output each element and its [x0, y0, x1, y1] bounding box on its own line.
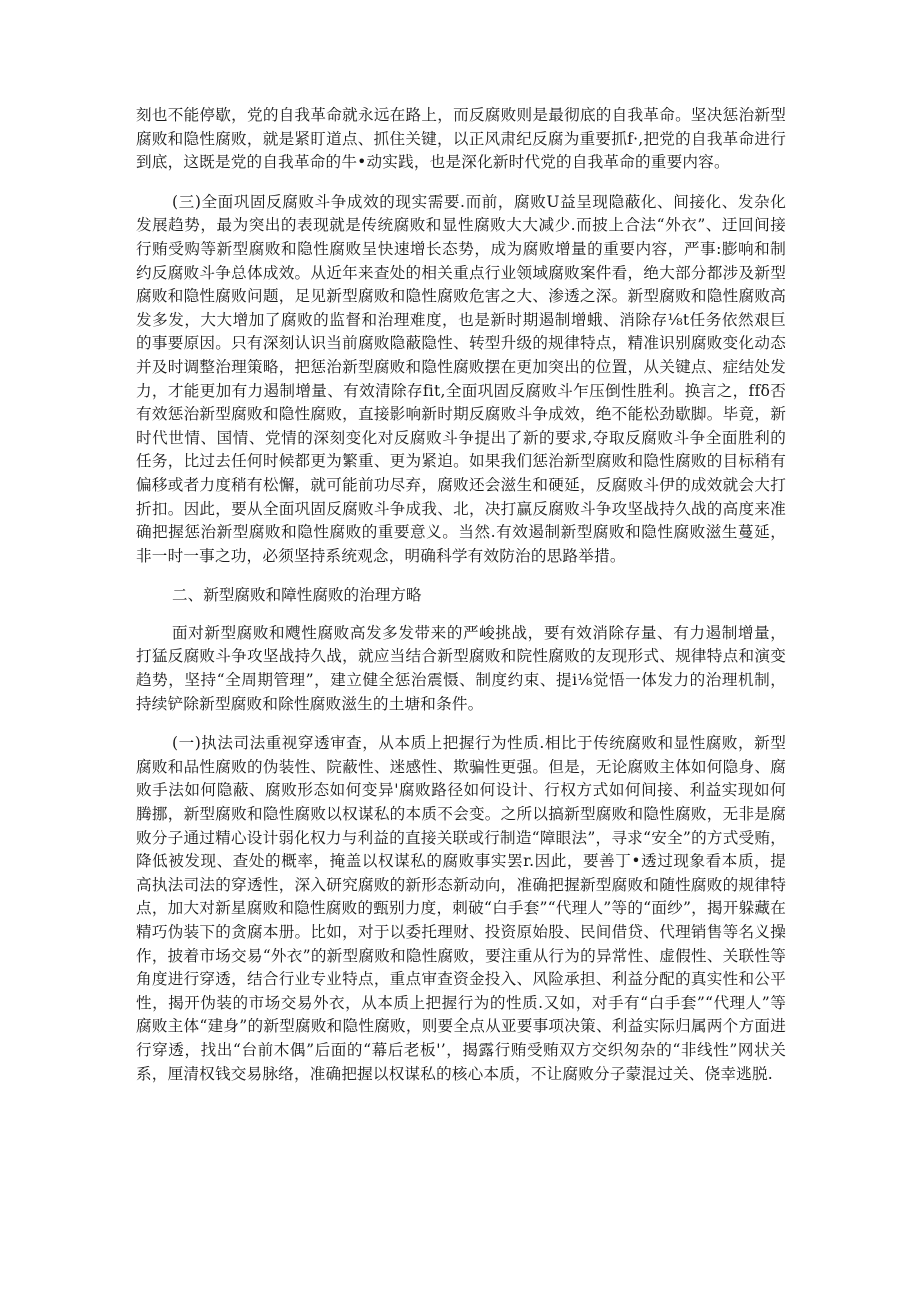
paragraph-continuation: 刻也不能停歇，党的自我革命就永远在路上，而反腐败则是最彻底的自我革命。坚决惩治新型腐败和隐性腐败，就是紧盯道点、抓住关键，以正风肃纪反腐为重要抓f·,把党的自我革命进行到底，这既是党的自我革命的牛•动实践，也是深化新时代党的自我革命的重要内容。	[136, 106, 786, 172]
document-page	[136, 104, 786, 1102]
paragraph-intro-governance: 面对新型腐败和飕性腐败高发多发带来的严峻挑战，要有效消除存量、有力遏制增量，打猛反腐败斗争攻坚战持久战，就应当结合新型腐败和院性腐败的友现形式、规律特点和演变趋势，坚持“全周期管理”，建立健全惩治震慑、制度约束、提i⅛觉悟一体发力的治理机制，持续铲除新型腐败和除性腐败滋生的土塘和条件。	[136, 623, 786, 713]
paragraph-section-three: (三)全面巩固反腐败斗争成效的现实需要.而前，腐败U益呈现隐蔽化、间接化、发杂化发展趋势，最为突出的表现就是传统腐败和显性腐败大大减少.而披上合法“外衣”、迂回间接行贿受购等新型腐败和隐性腐败呈快速增长态势，成为腐败增量的重要内容，严事:膨响和制约反腐败斗争总体成效。从近年来查处的相关重点行业领域腐败案件看，绝大部分都涉及新型腐败和隐性腐败问题，足见新型腐败和隐性腐败危害之大、渗透之深。新型腐败和隐性腐败高发多发，大大增加了腐败的监督和治理难度，也是新时期遏制增蛾、消除存⅛t任务依然艰巨的事要原因。只有深刻认识当前腐败隐蔽隐性、转型升级的规律特点，精准识别腐败变化动态并及时调整治理策略，把惩治新型腐败和隐性腐败摆在更加突出的位置，从关键点、症结处发力，才能更加有力遏制增量、有效清除存fit,全面巩固反腐败斗乍压倒性胜利。换言之，ffδ否有效惩治新型腐败和隐性腐败，直接影响新时期反腐败斗争成效，绝不能松劲歇脚。毕竟，新时代世情、国情、党情的深刻变化对反腐败斗争提出了新的要求,夺取反腐败斗争全面胜利的任务，比过去任何时候都更为繁重、更为紧迫。如果我们惩治新型腐败和隐性腐败的目标稍有偏移或者力度稍有松懈，就可能前功尽弃，腐败还会滋生和硬延，反腐败斗伊的成效就会大打折扣。因此，要从全面巩固反腐败斗争成我、北，决打赢反腐败斗争攻坚战持久战的高度来准确把握惩治新型腐败和隐性腐败的重要意义。当然.有效遏制新型腐败和隐性腐败滋生蔓延，非一时一事之功，必须坚持系统观念，明确科学有效防治的思路举措。	[136, 192, 786, 565]
section-heading: 二、新型腐败和障性腐败的治理方略	[172, 586, 422, 605]
paragraph-subsection-one: (一)执法司法重视穿透审査，从本质上把握行为性质.相比于传统腐败和显性腐败，新型腐败和品性腐败的伪装性、院蔽性、迷感性、欺骗性更强。但是，无论腐败主体如何隐身、腐败手法如何隐蔽、腐败形态如何变异'腐败路径如何设计、行权方式如何间接、利益实现如何腾挪，新型腐败和隐性腐败以权谋私的本质不会变。之所以搞新型腐败和隐性腐败，无非是腐败分子通过精心设计弱化权力与利益的直接关联或行制造“障眼法”，寻求“安全”的方式受贿，降低被发现、查处的概率，掩盖以权谋私的腐败事实罢r.因此，要善丁•透过现象看本质，提高执法司法的穿透性，深入研究腐败的新形态新动向，准确把握新型腐败和随性腐败的规律特点，加大对新星腐败和隐性腐败的甄别力度，刺破“白手套”“代理人”等的“面纱”，揭开躲藏在精巧伪装下的贪腐本册。比如，对于以委托理财、投资原始股、民间借贷、代理销售等名义操作，披着市场交易“外衣”的新型腐败和隐性腐败，要注重从行为的异常性、虚假性、关联性等角度进行穿透，结合行业专业特点，重点审查资金投入、风险承担、利益分配的真实性和公平性，揭开伪装的市场交易外衣，从本质上把握行为的性质.又如，对手有“白手套”“代理人”等腐败主体“建身”的新型腐败和隐性腐败，则要全点从亚要事项决策、利益实际归属两个方面进行穿透，找出“台前木偶”后面的“幕后老板'’，揭露行贿受贿双方交织匆杂的“非线性”网状关系，厘清权钱交易脉络，准确把握以权谋私的核心本质，不让腐败分子蒙混过关、侥幸逃脱.	[136, 734, 786, 1083]
